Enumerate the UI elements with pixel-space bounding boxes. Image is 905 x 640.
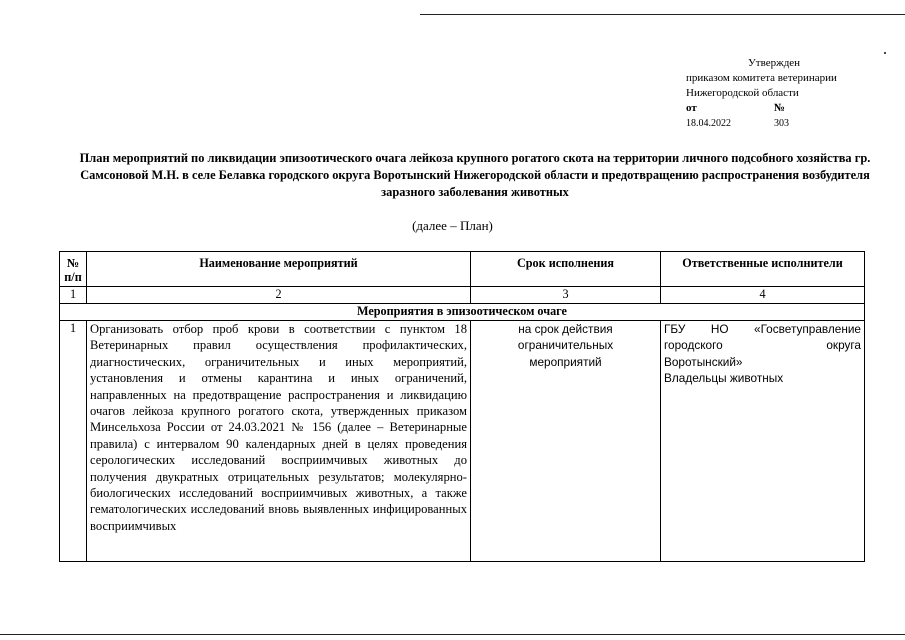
approval-block [686,56,837,131]
row-activity: Организовать отбор проб крови в соответствии с пунктом 18 Ветеринарных правил осуществления профилактических, диагностических, ограничительных и иных мероприятий, установления и отмены карантина и иных ограничений, направленных на предотвращение распространения и ликвидацию очагов лейкоза крупного рогатого скота, утвержденных приказом Минсельхоза России от 24.03.2021 № 156 (далее – Ветеринарные правила) с интервалом 90 календарных дней в целях проведения серологических исследований восприимчивых животных до получения двукратных отрицательных результатов; молекулярно-биологических исследований восприимчивых животных, а также гематологических исследований вновь выявленных инфицированных восприимчивых [87,321,471,562]
approval-region-line: Нижегородской области [686,87,799,99]
header-term: Срок исполнения [471,252,661,287]
approval-values-row [686,116,837,131]
header-num: № п/п [60,252,87,287]
section-row [60,304,865,321]
approval-labels-row [686,101,837,116]
approval-date: 18.04.2022 [686,118,731,129]
row-term-text: на срок действия ограничительных мероприятий [517,322,614,369]
approval-order-line: приказом комитета ветеринарии [686,72,837,84]
section-title: Мероприятия в эпизоотическом очаге [60,304,865,321]
plan-table [59,251,865,562]
responsible-line-1: ГБУ НО «Госветуправление городского округа [664,322,861,353]
number-label: № [774,102,786,114]
responsible-line-2: Воротынский» [664,354,743,369]
column-number: 2 [87,287,471,304]
column-number: 3 [471,287,661,304]
header-row [60,252,865,287]
header-name: Наименование мероприятий [87,252,471,287]
row-number: 1 [60,321,87,562]
approval-number: 303 [774,118,789,129]
scan-speck [884,52,886,54]
bottom-edge-line [0,634,905,635]
document-title: План мероприятий по ликвидации эпизоотического очага лейкоза крупного рогатого скота на территории личного подсобного хозяйства гр. Самсоновой М.Н. в селе Белавка городского округа Воротынский Нижегородской области и предотвращению распространения возбудителя заразного заболевания животных [79,151,871,199]
row-term [471,321,661,562]
row-responsible [661,321,865,562]
approved-label: Утвержден [748,57,801,69]
header-responsible: Ответственные исполнители [661,252,865,287]
column-number: 1 [60,287,87,304]
responsible-line-3: Владельцы животных [664,371,784,386]
top-edge-line [420,14,905,15]
table-row [60,321,865,562]
column-number-row [60,287,865,304]
document-subtitle: (далее – План) [412,218,493,233]
from-label: от [686,102,697,114]
column-number: 4 [661,287,865,304]
